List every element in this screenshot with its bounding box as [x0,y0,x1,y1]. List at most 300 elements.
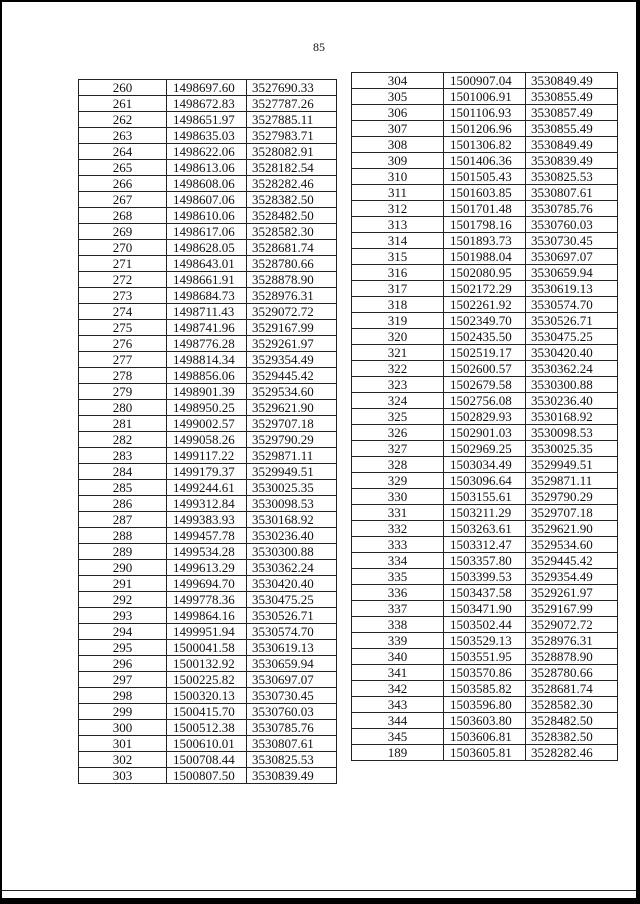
x-coordinate-cell: 1500807.50 [167,768,247,784]
y-coordinate-cell: 3530760.03 [526,217,618,233]
point-number-cell: 273 [79,288,167,304]
y-coordinate-cell: 3530855.49 [526,89,618,105]
table-row [352,601,618,617]
y-coordinate-cell: 3529790.29 [247,432,337,448]
point-number-cell: 285 [79,480,167,496]
y-coordinate-cell: 3530619.13 [247,640,337,656]
point-number-cell: 288 [79,528,167,544]
table-row [79,96,337,112]
y-coordinate-cell: 3528382.50 [247,192,337,208]
x-coordinate-cell: 1499058.26 [167,432,247,448]
x-coordinate-cell: 1502519.17 [444,345,526,361]
point-number-cell: 278 [79,368,167,384]
y-coordinate-cell: 3530825.53 [247,752,337,768]
point-number-cell: 341 [352,665,444,681]
table-row [352,633,618,649]
point-number-cell: 260 [79,80,167,96]
x-coordinate-cell: 1500907.04 [444,73,526,89]
table-row [79,320,337,336]
y-coordinate-cell: 3529871.11 [526,473,618,489]
table-row [352,745,618,761]
x-coordinate-cell: 1498697.60 [167,80,247,96]
point-number-cell: 265 [79,160,167,176]
point-number-cell: 276 [79,336,167,352]
x-coordinate-cell: 1501701.48 [444,201,526,217]
table-row [79,112,337,128]
point-number-cell: 303 [79,768,167,784]
table-row [352,569,618,585]
x-coordinate-cell: 1500132.92 [167,656,247,672]
y-coordinate-cell: 3529167.99 [526,601,618,617]
table-row [352,697,618,713]
x-coordinate-cell: 1502261.92 [444,297,526,313]
table-row [352,553,618,569]
x-coordinate-cell: 1502969.25 [444,441,526,457]
x-coordinate-cell: 1498617.06 [167,224,247,240]
point-number-cell: 310 [352,169,444,185]
point-number-cell: 327 [352,441,444,457]
x-coordinate-cell: 1498622.06 [167,144,247,160]
table-row [79,368,337,384]
point-number-cell: 268 [79,208,167,224]
table-row [79,352,337,368]
point-number-cell: 267 [79,192,167,208]
table-row [79,224,337,240]
table-row [352,665,618,681]
y-coordinate-cell: 3529261.97 [247,336,337,352]
point-number-cell: 328 [352,457,444,473]
y-coordinate-cell: 3530168.92 [526,409,618,425]
table-row [352,73,618,89]
table-row [79,544,337,560]
x-coordinate-cell: 1499613.29 [167,560,247,576]
table-row [79,608,337,624]
y-coordinate-cell: 3530839.49 [247,768,337,784]
table-row [352,377,618,393]
table-row [79,672,337,688]
x-coordinate-cell: 1501988.04 [444,249,526,265]
point-number-cell: 261 [79,96,167,112]
table-row [352,217,618,233]
point-number-cell: 263 [79,128,167,144]
y-coordinate-cell: 3530785.76 [526,201,618,217]
y-coordinate-cell: 3528681.74 [247,240,337,256]
x-coordinate-cell: 1498628.05 [167,240,247,256]
point-number-cell: 301 [79,736,167,752]
y-coordinate-cell: 3530857.49 [526,105,618,121]
y-coordinate-cell: 3528382.50 [526,729,618,745]
point-number-cell: 299 [79,704,167,720]
table-row [352,153,618,169]
y-coordinate-cell: 3527983.71 [247,128,337,144]
point-number-cell: 331 [352,505,444,521]
table-row [79,144,337,160]
y-coordinate-cell: 3528582.30 [247,224,337,240]
page-number: 85 [313,40,325,54]
x-coordinate-cell: 1501006.91 [444,89,526,105]
y-coordinate-cell: 3528282.46 [247,176,337,192]
x-coordinate-cell: 1503502.44 [444,617,526,633]
x-coordinate-cell: 1498635.03 [167,128,247,144]
y-coordinate-cell: 3529167.99 [247,320,337,336]
y-coordinate-cell: 3530420.40 [526,345,618,361]
point-number-cell: 277 [79,352,167,368]
table-row [352,169,618,185]
table-row [352,489,618,505]
table-row [79,400,337,416]
y-coordinate-cell: 3528182.54 [247,160,337,176]
point-number-cell: 281 [79,416,167,432]
y-coordinate-cell: 3528582.30 [526,697,618,713]
y-coordinate-cell: 3527885.11 [247,112,337,128]
x-coordinate-cell: 1503551.95 [444,649,526,665]
y-coordinate-cell: 3530697.07 [247,672,337,688]
y-coordinate-cell: 3530839.49 [526,153,618,169]
point-number-cell: 292 [79,592,167,608]
point-number-cell: 329 [352,473,444,489]
y-coordinate-cell: 3530619.13 [526,281,618,297]
table-row [79,656,337,672]
point-number-cell: 291 [79,576,167,592]
table-row [79,528,337,544]
x-coordinate-cell: 1503357.80 [444,553,526,569]
x-coordinate-cell: 1503471.90 [444,601,526,617]
y-coordinate-cell: 3530659.94 [247,656,337,672]
point-number-cell: 300 [79,720,167,736]
point-number-cell: 321 [352,345,444,361]
table-row [352,313,618,329]
y-coordinate-cell: 3530574.70 [247,624,337,640]
table-row [79,576,337,592]
x-coordinate-cell: 1500225.82 [167,672,247,688]
point-number-cell: 296 [79,656,167,672]
table-row [352,505,618,521]
y-coordinate-cell: 3529354.49 [526,569,618,585]
table-row [79,752,337,768]
table-row [79,704,337,720]
table-row [79,512,337,528]
point-number-cell: 289 [79,544,167,560]
point-number-cell: 309 [352,153,444,169]
table-row [79,688,337,704]
point-number-cell: 282 [79,432,167,448]
table-row [79,160,337,176]
table-row [352,393,618,409]
x-coordinate-cell: 1502435.50 [444,329,526,345]
x-coordinate-cell: 1499951.94 [167,624,247,640]
table-row [79,592,337,608]
x-coordinate-cell: 1501206.96 [444,121,526,137]
point-number-cell: 270 [79,240,167,256]
table-row [352,537,618,553]
x-coordinate-cell: 1503399.53 [444,569,526,585]
point-number-cell: 336 [352,585,444,601]
point-number-cell: 339 [352,633,444,649]
x-coordinate-cell: 1502901.03 [444,425,526,441]
point-number-cell: 338 [352,617,444,633]
x-coordinate-cell: 1502756.08 [444,393,526,409]
x-coordinate-cell: 1503605.81 [444,745,526,761]
y-coordinate-cell: 3529072.72 [526,617,618,633]
y-coordinate-cell: 3530025.35 [247,480,337,496]
point-number-cell: 283 [79,448,167,464]
y-coordinate-cell: 3528482.50 [247,208,337,224]
point-number-cell: 286 [79,496,167,512]
point-number-cell: 312 [352,201,444,217]
x-coordinate-cell: 1502349.70 [444,313,526,329]
y-coordinate-cell: 3530300.88 [526,377,618,393]
table-row [79,768,337,784]
point-number-cell: 319 [352,313,444,329]
table-row [352,201,618,217]
table-row [79,272,337,288]
y-coordinate-cell: 3528082.91 [247,144,337,160]
point-number-cell: 324 [352,393,444,409]
x-coordinate-cell: 1498741.96 [167,320,247,336]
table-row [352,89,618,105]
y-coordinate-cell: 3528282.46 [526,745,618,761]
y-coordinate-cell: 3530420.40 [247,576,337,592]
y-coordinate-cell: 3529534.60 [247,384,337,400]
y-coordinate-cell: 3530098.53 [526,425,618,441]
x-coordinate-cell: 1503529.13 [444,633,526,649]
y-coordinate-cell: 3530025.35 [526,441,618,457]
point-number-cell: 307 [352,121,444,137]
point-number-cell: 315 [352,249,444,265]
point-number-cell: 305 [352,89,444,105]
y-coordinate-cell: 3528482.50 [526,713,618,729]
table-row [79,336,337,352]
table-row [79,448,337,464]
y-coordinate-cell: 3530807.61 [247,736,337,752]
y-coordinate-cell: 3528878.90 [526,649,618,665]
x-coordinate-cell: 1501106.93 [444,105,526,121]
table-row [79,240,337,256]
x-coordinate-cell: 1501798.16 [444,217,526,233]
x-coordinate-cell: 1498711.43 [167,304,247,320]
x-coordinate-cell: 1502600.57 [444,361,526,377]
y-coordinate-cell: 3528681.74 [526,681,618,697]
x-coordinate-cell: 1503570.86 [444,665,526,681]
x-coordinate-cell: 1503606.81 [444,729,526,745]
point-number-cell: 317 [352,281,444,297]
x-coordinate-cell: 1498661.91 [167,272,247,288]
x-coordinate-cell: 1501893.73 [444,233,526,249]
table-row [79,256,337,272]
x-coordinate-cell: 1498950.25 [167,400,247,416]
y-coordinate-cell: 3529871.11 [247,448,337,464]
x-coordinate-cell: 1498672.83 [167,96,247,112]
table-row [352,457,618,473]
x-coordinate-cell: 1499694.70 [167,576,247,592]
y-coordinate-cell: 3530236.40 [526,393,618,409]
point-number-cell: 316 [352,265,444,281]
table-row [79,288,337,304]
point-number-cell: 335 [352,569,444,585]
x-coordinate-cell: 1499457.78 [167,528,247,544]
y-coordinate-cell: 3528878.90 [247,272,337,288]
x-coordinate-cell: 1499312.84 [167,496,247,512]
y-coordinate-cell: 3530526.71 [247,608,337,624]
point-number-cell: 344 [352,713,444,729]
coordinate-table-left [78,79,337,784]
table-row [352,713,618,729]
table-row [79,128,337,144]
x-coordinate-cell: 1499864.16 [167,608,247,624]
point-number-cell: 332 [352,521,444,537]
y-coordinate-cell: 3529949.51 [526,457,618,473]
x-coordinate-cell: 1498613.06 [167,160,247,176]
x-coordinate-cell: 1498856.06 [167,368,247,384]
point-number-cell: 322 [352,361,444,377]
point-number-cell: 320 [352,329,444,345]
x-coordinate-cell: 1499534.28 [167,544,247,560]
table-row [79,384,337,400]
x-coordinate-cell: 1500041.58 [167,640,247,656]
x-coordinate-cell: 1499778.36 [167,592,247,608]
point-number-cell: 266 [79,176,167,192]
y-coordinate-cell: 3530785.76 [247,720,337,736]
point-number-cell: 343 [352,697,444,713]
point-number-cell: 340 [352,649,444,665]
point-number-cell: 323 [352,377,444,393]
point-number-cell: 311 [352,185,444,201]
point-number-cell: 290 [79,560,167,576]
point-number-cell: 274 [79,304,167,320]
y-coordinate-cell: 3530574.70 [526,297,618,313]
table-row [79,624,337,640]
point-number-cell: 318 [352,297,444,313]
y-coordinate-cell: 3530697.07 [526,249,618,265]
x-coordinate-cell: 1498684.73 [167,288,247,304]
x-coordinate-cell: 1500512.38 [167,720,247,736]
x-coordinate-cell: 1498610.06 [167,208,247,224]
x-coordinate-cell: 1501505.43 [444,169,526,185]
point-number-cell: 262 [79,112,167,128]
table-row [79,432,337,448]
point-number-cell: 298 [79,688,167,704]
table-row [79,640,337,656]
y-coordinate-cell: 3529621.90 [526,521,618,537]
table-row [79,80,337,96]
table-row [352,105,618,121]
table-row [79,304,337,320]
y-coordinate-cell: 3530849.49 [526,137,618,153]
table-row [352,121,618,137]
table-row [352,649,618,665]
y-coordinate-cell: 3529261.97 [526,585,618,601]
x-coordinate-cell: 1498901.39 [167,384,247,400]
table-row [352,425,618,441]
point-number-cell: 293 [79,608,167,624]
table-row [79,720,337,736]
x-coordinate-cell: 1501603.85 [444,185,526,201]
x-coordinate-cell: 1502080.95 [444,265,526,281]
y-coordinate-cell: 3529534.60 [526,537,618,553]
x-coordinate-cell: 1499383.93 [167,512,247,528]
x-coordinate-cell: 1498651.97 [167,112,247,128]
table-row [79,464,337,480]
x-coordinate-cell: 1499179.37 [167,464,247,480]
x-coordinate-cell: 1502679.58 [444,377,526,393]
y-coordinate-cell: 3528976.31 [526,633,618,649]
x-coordinate-cell: 1500415.70 [167,704,247,720]
table-row [352,345,618,361]
point-number-cell: 189 [352,745,444,761]
table-row [352,473,618,489]
y-coordinate-cell: 3530300.88 [247,544,337,560]
y-coordinate-cell: 3530098.53 [247,496,337,512]
point-number-cell: 302 [79,752,167,768]
y-coordinate-cell: 3528780.66 [526,665,618,681]
point-number-cell: 280 [79,400,167,416]
x-coordinate-cell: 1501306.82 [444,137,526,153]
y-coordinate-cell: 3530526.71 [526,313,618,329]
point-number-cell: 342 [352,681,444,697]
y-coordinate-cell: 3529790.29 [526,489,618,505]
table-row [79,496,337,512]
point-number-cell: 287 [79,512,167,528]
x-coordinate-cell: 1498776.28 [167,336,247,352]
y-coordinate-cell: 3530362.24 [247,560,337,576]
table-row [79,176,337,192]
point-number-cell: 337 [352,601,444,617]
y-coordinate-cell: 3529445.42 [247,368,337,384]
y-coordinate-cell: 3527787.26 [247,96,337,112]
y-coordinate-cell: 3529621.90 [247,400,337,416]
point-number-cell: 275 [79,320,167,336]
y-coordinate-cell: 3530236.40 [247,528,337,544]
x-coordinate-cell: 1503437.58 [444,585,526,601]
y-coordinate-cell: 3529949.51 [247,464,337,480]
table-row [352,185,618,201]
point-number-cell: 326 [352,425,444,441]
point-number-cell: 330 [352,489,444,505]
point-number-cell: 333 [352,537,444,553]
bottom-rule [2,890,636,891]
y-coordinate-cell: 3528780.66 [247,256,337,272]
point-number-cell: 294 [79,624,167,640]
x-coordinate-cell: 1498814.34 [167,352,247,368]
table-row [352,409,618,425]
table-row [352,521,618,537]
table-row [79,416,337,432]
table-row [79,208,337,224]
y-coordinate-cell: 3530807.61 [526,185,618,201]
table-row [352,361,618,377]
table-row [352,729,618,745]
point-number-cell: 325 [352,409,444,425]
x-coordinate-cell: 1500320.13 [167,688,247,704]
x-coordinate-cell: 1503211.29 [444,505,526,521]
x-coordinate-cell: 1502829.93 [444,409,526,425]
x-coordinate-cell: 1503596.80 [444,697,526,713]
point-number-cell: 314 [352,233,444,249]
y-coordinate-cell: 3530475.25 [526,329,618,345]
y-coordinate-cell: 3529445.42 [526,553,618,569]
point-number-cell: 269 [79,224,167,240]
point-number-cell: 308 [352,137,444,153]
table-row [352,137,618,153]
table-row [79,480,337,496]
y-coordinate-cell: 3530730.45 [247,688,337,704]
coordinate-table-right [351,72,618,761]
x-coordinate-cell: 1498643.01 [167,256,247,272]
table-row [352,281,618,297]
table-row [352,233,618,249]
table-row [352,329,618,345]
table-row [79,560,337,576]
